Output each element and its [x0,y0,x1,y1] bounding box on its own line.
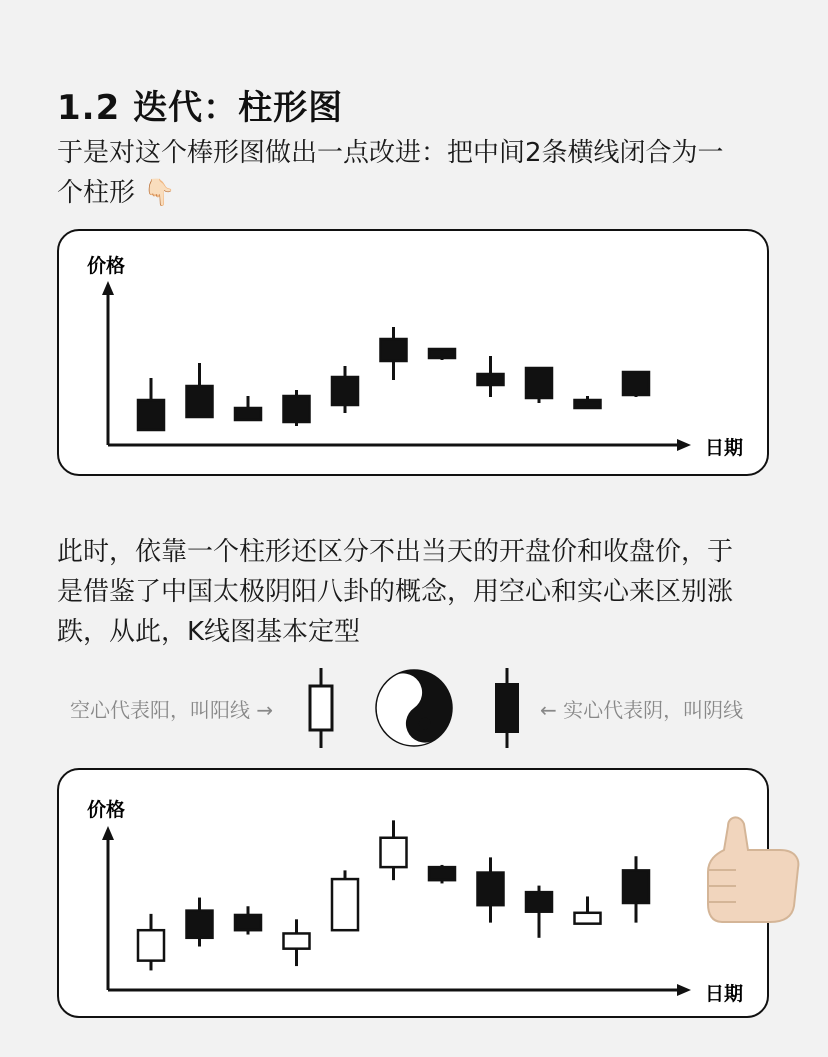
y-axis-arrow [102,281,114,295]
x-axis-arrow [677,984,691,996]
hollow-candle-icon [306,668,336,750]
candle-body-solid [138,400,164,430]
chart-card-hollow-solid [57,768,769,1018]
candle-body-solid [284,396,310,422]
y-axis-arrow [102,826,114,840]
explanation-paragraph [57,532,777,652]
hollow-legend-label: 空心代表阳，叫阳线 → [70,698,274,722]
candle-body-solid [575,400,601,408]
explanation-line-3: 跌，从此，K线图基本定型 [57,617,361,647]
solid-legend-label: ← 实心代表阴，叫阴线 [540,698,744,722]
candle-body-solid [429,867,455,880]
candle-body-solid [235,915,261,930]
page-title: 1.2 迭代：柱形图 [57,88,344,128]
candle-body-solid [623,870,649,903]
x-axis-arrow [677,439,691,451]
candle-body-hollow [332,879,358,930]
chart-card-solid [57,229,769,476]
candle-body-solid [478,374,504,385]
candle-body-hollow [381,838,407,867]
intro-paragraph [57,133,777,213]
candlestick-chart-solid [59,231,771,478]
candles-group [138,327,649,430]
intro-line-2 [57,173,777,213]
candle-body-solid [526,368,552,398]
candle-body-solid [381,339,407,361]
explanation-line-1: 此时，依靠一个柱形还区分不出当天的开盘价和收盘价，于 [57,537,734,567]
candlestick-chart-hollow-solid [59,770,771,1020]
explanation-line-2: 是借鉴了中国太极阴阳八卦的概念，用空心和实心来区别涨 [57,577,734,607]
candle-body-solid [429,349,455,358]
candle-body-hollow [575,913,601,924]
intro-line-2-text: 个柱形 [57,178,136,208]
candle-body-solid [478,873,504,906]
yin-yang-icon [374,668,454,748]
candle-body-hollow [138,930,164,960]
y-axis-label: 价格 [87,255,126,277]
candle-body-solid [187,911,213,938]
candle-body-solid [187,386,213,417]
thumbs-up-icon [700,810,810,930]
intro-line-1: 于是对这个棒形图做出一点改进：把中间2条横线闭合为一 [57,138,724,168]
y-axis-label: 价格 [87,799,126,821]
x-axis-label: 日期 [705,437,744,459]
candles-group [138,820,649,970]
candle-body-hollow [284,933,310,948]
candle-body-solid [623,372,649,395]
candle-body-solid [235,408,261,420]
x-axis-label: 日期 [705,983,744,1005]
candle-body-solid [332,377,358,405]
solid-candle-icon [492,668,522,750]
candle-body-solid [526,892,552,912]
pointing-down-icon: 👇🏻 [143,178,176,208]
